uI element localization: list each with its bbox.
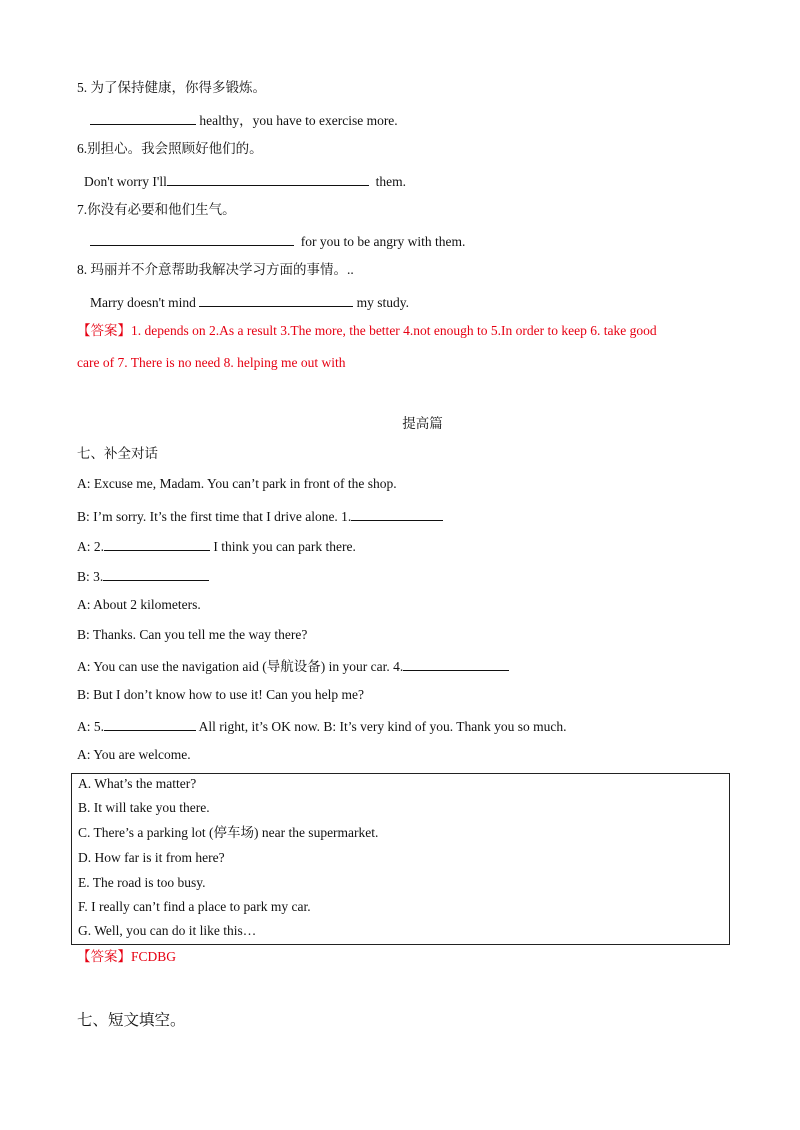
options-box <box>71 773 730 945</box>
question-7-text: for you to be angry with them. <box>300 234 466 249</box>
section-title: 提高篇 <box>402 416 443 431</box>
question-8-text-after: my study. <box>356 295 410 310</box>
question-6-english <box>84 171 406 191</box>
answer-blank[interactable] <box>90 231 294 246</box>
dialogue-line-8: B: But I don’t know how to use it! Can you help me? <box>77 687 364 702</box>
question-6-text-before: Don't worry I'll <box>84 174 167 189</box>
dialogue-line-9-text: All right, it’s OK now. B: It’s very kind of you. Thank you so much. <box>196 719 567 734</box>
option-d: D. How far is it from here? <box>78 850 225 865</box>
answer-blank-1[interactable] <box>351 506 443 521</box>
option-f: F. I really can’t find a place to park my car. <box>78 899 311 914</box>
answer-blank[interactable] <box>90 110 196 125</box>
dialogue-section-heading: 七、补全对话 <box>77 446 158 461</box>
option-a: A. What’s the matter? <box>78 776 197 791</box>
answer-key-line-1: 【答案】1. depends on 2.As a result 3.The more, the better 4.not enough to 5.In order to keep 6. take good <box>77 323 657 338</box>
dialogue-line-2 <box>77 506 443 526</box>
dialogue-line-10: A: You are welcome. <box>77 747 191 762</box>
question-6-chinese: 6.别担心。我会照顾好他们的。 <box>77 141 263 156</box>
option-c: C. There’s a parking lot (停车场) near the supermarket. <box>78 825 379 840</box>
answer-blank-3[interactable] <box>103 566 209 581</box>
dialogue-line-3-prefix: A: 2. <box>77 539 104 554</box>
question-7-chinese: 7.你没有必要和他们生气。 <box>77 202 236 217</box>
answer-key-dialogue: 【答案】FCDBG <box>77 949 177 964</box>
question-7-english <box>90 231 465 251</box>
dialogue-line-9-prefix: A: 5. <box>77 719 104 734</box>
answer-blank-2[interactable] <box>104 536 210 551</box>
question-5-chinese: 5. 为了保持健康，你得多锻炼。 <box>77 80 266 95</box>
question-5-text: healthy，you have to exercise more. <box>196 113 398 128</box>
question-6-text-after: them. <box>375 174 406 189</box>
dialogue-line-1: A: Excuse me, Madam. You can’t park in front of the shop. <box>77 476 397 491</box>
question-8-english <box>90 292 409 312</box>
option-e: E. The road is too busy. <box>78 875 206 890</box>
question-8-text-before: Marry doesn't mind <box>90 295 196 310</box>
answer-blank-4[interactable] <box>403 656 509 671</box>
option-b: B. It will take you there. <box>78 800 210 815</box>
question-8-chinese: 8. 玛丽并不介意帮助我解决学习方面的事情。.. <box>77 262 354 277</box>
answer-blank-5[interactable] <box>104 716 196 731</box>
dialogue-line-3 <box>77 536 356 556</box>
dialogue-line-4-prefix: B: 3. <box>77 569 104 584</box>
dialogue-line-3-text: I think you can park there. <box>210 539 356 554</box>
dialogue-line-7-text: A: You can use the navigation aid (导航设备) in your car. 4. <box>77 659 404 674</box>
question-5-english <box>90 110 398 130</box>
dialogue-line-2-text: B: I’m sorry. It’s the first time that I drive alone. 1. <box>77 509 352 524</box>
dialogue-line-4 <box>77 566 209 586</box>
answer-blank[interactable] <box>167 171 369 186</box>
cloze-section-heading: 七、短文填空。 <box>77 1012 186 1029</box>
dialogue-line-7 <box>77 656 509 676</box>
answer-blank[interactable] <box>199 292 353 307</box>
answer-key-line-2: care of 7. There is no need 8. helping me out with <box>77 355 346 370</box>
dialogue-line-6: B: Thanks. Can you tell me the way there? <box>77 627 308 642</box>
option-g: G. Well, you can do it like this… <box>78 923 257 938</box>
dialogue-line-5: A: About 2 kilometers. <box>77 597 201 612</box>
dialogue-line-9 <box>77 716 567 736</box>
